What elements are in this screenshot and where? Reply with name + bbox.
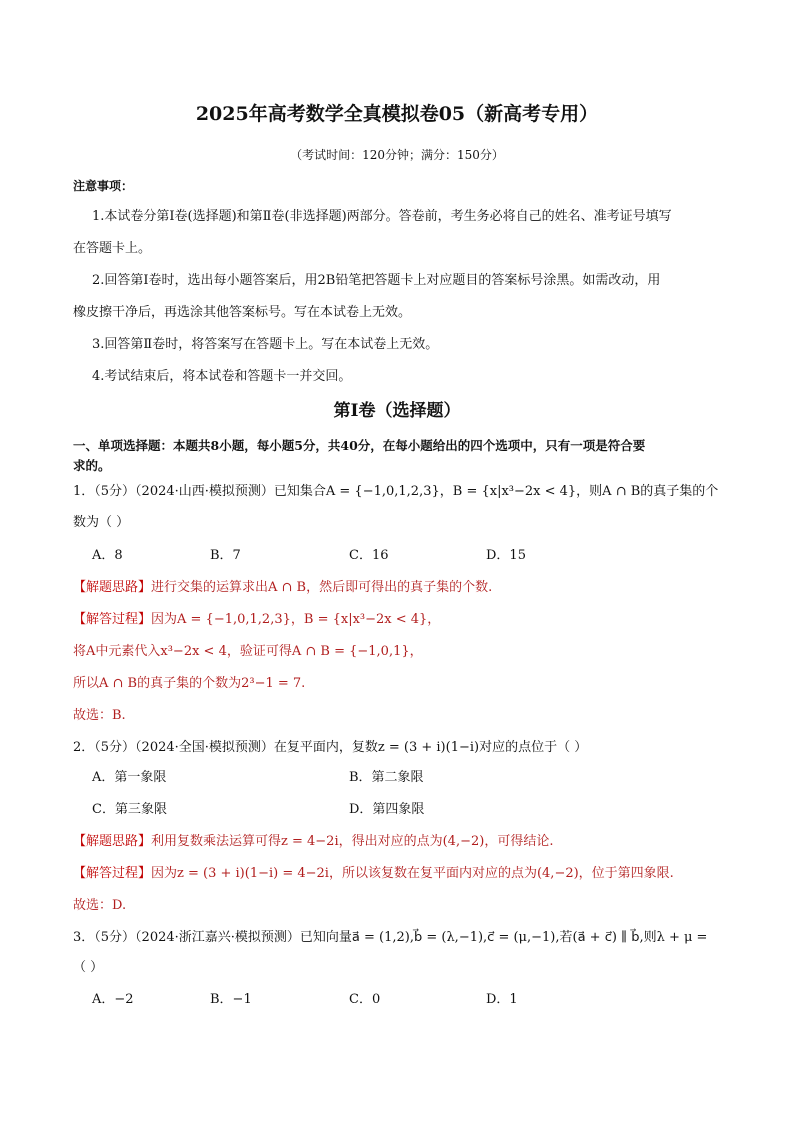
question-1-option-a: A．8 [92, 548, 123, 563]
question-1-answer: 故选：B. [73, 708, 126, 723]
question-1-option-c: C．16 [349, 548, 389, 563]
question-2-option-d: D．第四象限 [349, 802, 425, 817]
question-3-option-c: C．0 [349, 992, 381, 1007]
process-label: 【解答过程】 [73, 866, 152, 881]
notice-item: 3.回答第Ⅱ卷时，将答案写在答题卡上。写在本试卷上无效。 [92, 337, 439, 352]
section-intro: 求的。 [73, 458, 111, 473]
question-3-stem: （ ） [73, 960, 104, 975]
idea-text: 利用复数乘法运算可得z = 4−2i，得出对应的点为(4,−2)，可得结论. [151, 834, 554, 849]
question-3-option-b: B．−1 [210, 992, 252, 1007]
question-3-option-a: A．−2 [92, 992, 134, 1007]
question-1-process [73, 610, 440, 630]
notice-item: 1.本试卷分第Ⅰ卷(选择题)和第Ⅱ卷(非选择题)两部分。答卷前，考生务必将自己的姓名、准考证号填写 [92, 209, 672, 224]
process-text: 因为z = (3 + i)(1−i) = 4−2i，所以该复数在复平面内对应的点为(4,−2)，位于第四象限. [151, 866, 674, 881]
question-2-answer: 故选：D. [73, 898, 127, 913]
question-3-option-d: D．1 [486, 992, 518, 1007]
question-2-stem: 2．（5分）（2024·全国·模拟预测）在复平面内，复数z = (3 + i)(1−i)对应的点位于（ ） [73, 740, 588, 755]
notice-item: 2.回答第Ⅰ卷时，选出每小题答案后，用2B铅笔把答题卡上对应题目的答案标号涂黑。如需改动，用 [92, 273, 661, 288]
question-2-process [73, 864, 674, 884]
question-3-stem: 3．（5分）（2024·浙江嘉兴·模拟预测）已知向量a⃗ = (1,2),b⃗ = (λ,−1),c⃗ = (μ,−1),若(a⃗ + c⃗) ∥ b⃗,则λ + μ = [73, 930, 708, 945]
process-text: 将A中元素代入x³−2x < 4，验证可得A ∩ B = {−1,0,1}， [73, 644, 423, 659]
notice-item: 在答题卡上。 [73, 241, 152, 256]
section-title: 第Ⅰ卷（选择题） [333, 401, 461, 421]
notice-item: 橡皮擦干净后，再选涂其他答案标号。写在本试卷上无效。 [73, 305, 412, 320]
question-1-stem: 1．（5分）（2024·山西·模拟预测）已知集合A = {−1,0,1,2,3}，B = {x|x³−2x < 4}，则A ∩ B的真子集的个 [73, 484, 719, 499]
idea-label: 【解题思路】 [73, 580, 152, 595]
question-2-option-c: C．第三象限 [92, 802, 167, 817]
notice-heading: 注意事项： [73, 179, 134, 193]
question-1-idea [73, 578, 492, 598]
question-2-option-b: B．第二象限 [349, 770, 424, 785]
question-1-option-b: B．7 [210, 548, 241, 563]
page-title: 2025年高考数学全真模拟卷05（新高考专用） [195, 103, 599, 125]
question-2-option-a: A．第一象限 [92, 770, 167, 785]
idea-label: 【解题思路】 [73, 834, 152, 849]
question-2-idea [73, 832, 553, 852]
exam-subtitle: （考试时间：120分钟；满分：150分） [290, 148, 504, 162]
process-text: 因为A = {−1,0,1,2,3}，B = {x|x³−2x < 4}， [151, 612, 441, 627]
question-1-option-d: D．15 [486, 548, 526, 563]
process-text: 所以A ∩ B的真子集的个数为2³−1 = 7. [73, 676, 306, 691]
section-intro: 一、单项选择题：本题共8小题，每小题5分，共40分，在每小题给出的四个选项中，只有一项是符合要 [73, 438, 646, 453]
question-1-stem: 数为（ ） [73, 515, 130, 530]
process-label: 【解答过程】 [73, 612, 152, 627]
idea-text: 进行交集的运算求出A ∩ B，然后即可得出的真子集的个数. [151, 580, 493, 595]
notice-item: 4.考试结束后，将本试卷和答题卡一并交回。 [92, 369, 352, 384]
